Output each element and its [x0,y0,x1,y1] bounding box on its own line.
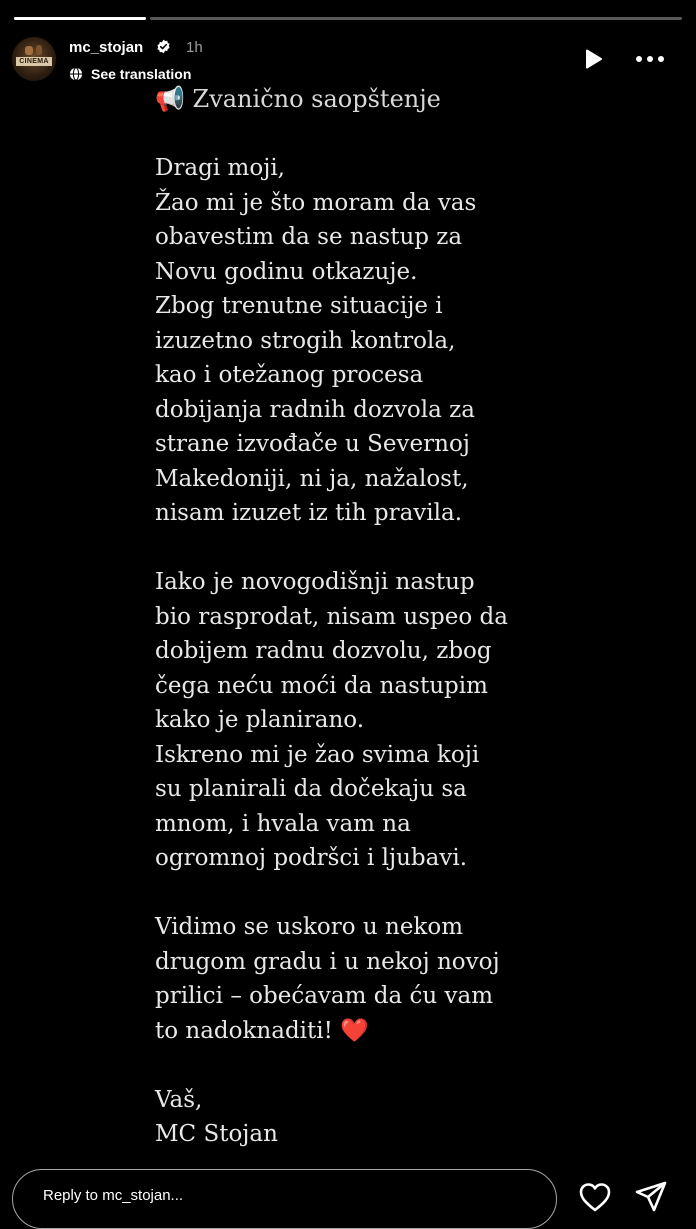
paragraph-gap [155,876,655,911]
avatar[interactable] [12,37,56,81]
see-translation-label: See translation [91,66,192,82]
username[interactable]: mc_stojan [69,39,144,56]
avatar-figure [36,45,42,55]
paragraph-gap [155,117,655,152]
story-paragraph-1: Dragi moji, Žao mi je što moram da vas obavestim da se nastup za Novu godinu otkazuje. Zbog trenutne situacije i izuzetno strogih kontrola, kao i otežanog procesa dobijanja radnih dozvola za strane izvođače u Severnoj Makedoniji, ni ja, nažalost, nisam izuzet iz tih pravila. [155,155,477,526]
reply-input[interactable] [12,1169,557,1229]
verified-badge-icon [156,39,171,54]
play-icon[interactable] [582,48,604,70]
progress-segment [150,17,682,20]
see-translation-link[interactable] [69,66,191,82]
story-text-content [155,82,655,1152]
story-paragraph-3: Vidimo se uskoro u nekom drugom gradu i u nekoj novoj prilici – obećavam da ću vam to nadoknaditi! ❤️ [155,914,500,1044]
paragraph-gap [155,531,655,566]
send-icon[interactable] [634,1180,668,1214]
heart-icon[interactable] [578,1181,612,1215]
story-title: 📢 Zvanično saopštenje [155,85,441,113]
paragraph-gap [155,1048,655,1083]
avatar-logo: CINEMA [16,57,52,66]
post-time: 1h [186,39,203,56]
story-header [10,36,686,84]
reply-placeholder: Reply to mc_stojan... [43,1187,184,1204]
story-progress-bar [14,17,682,20]
avatar-figure [25,46,33,55]
story-signature: Vaš, MC Stojan [155,1086,278,1147]
progress-segment-current [14,17,146,20]
more-options-icon[interactable] [634,48,666,70]
story-paragraph-2: Iako je novogodišnji nastup bio rasprodat, nisam uspeo da dobijem radnu dozvolu, zbog čega neću moći da nastupim kako je planirano. Iskreno mi je žao svima koji su planirali da dočekaju sa mnom, i hvala vam na ogromnoj podršci i ljubavi. [155,569,508,871]
globe-icon [69,67,83,81]
